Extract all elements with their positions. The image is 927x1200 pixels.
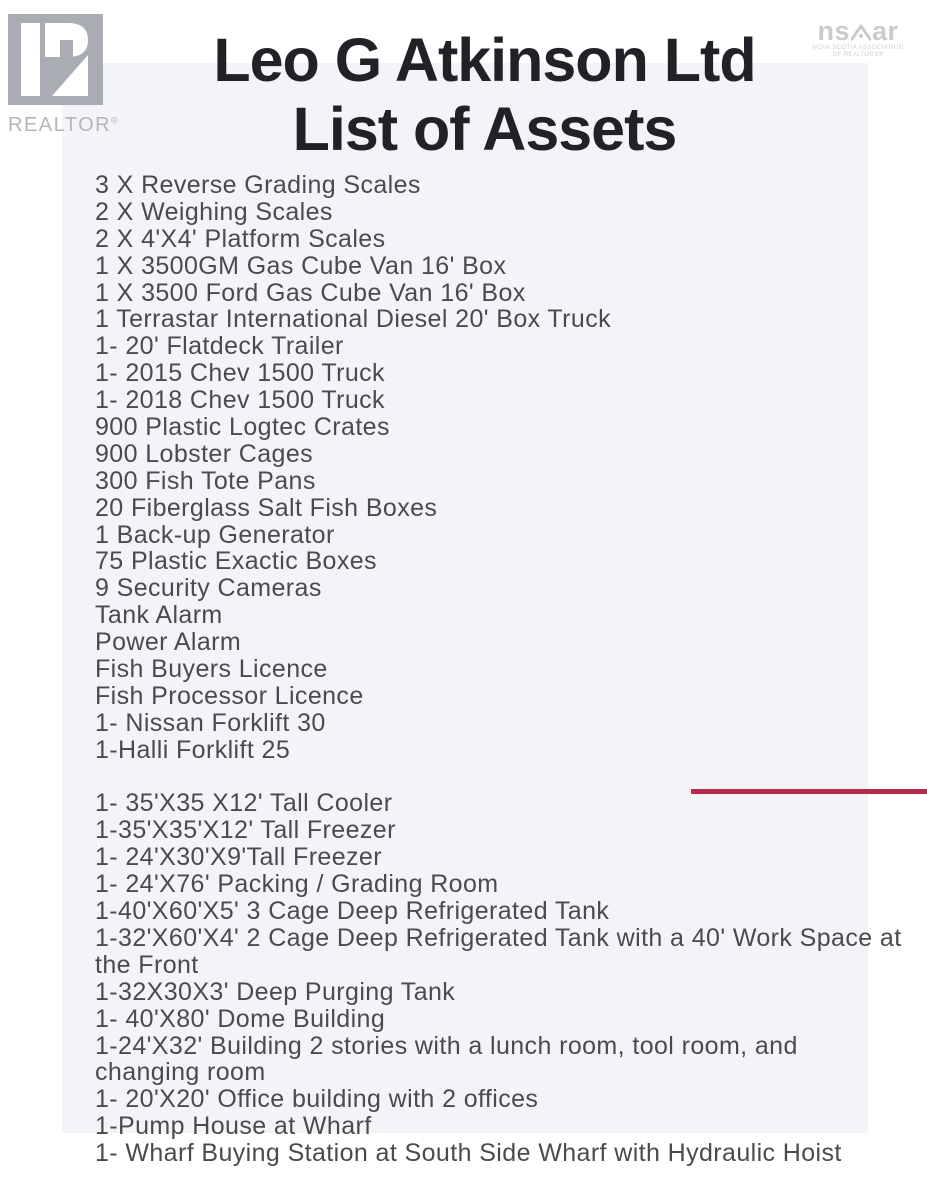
asset-line: 1- 24'X76' Packing / Grading Room xyxy=(95,870,499,899)
asset-line: 1 Terrastar International Diesel 20' Box Truck xyxy=(95,305,612,334)
asset-line: 1- 24'X30'X9'Tall Freezer xyxy=(95,843,382,872)
asset-line: 900 Plastic Logtec Crates xyxy=(95,413,390,442)
asset-line: 1-Pump House at Wharf xyxy=(95,1112,372,1141)
page-title-line1: Leo G Atkinson Ltd xyxy=(213,26,756,94)
asset-line: 1 Back-up Generator xyxy=(95,520,335,549)
page-title-line2: List of Assets xyxy=(292,95,677,163)
asset-line: 1-24'X32' Building 2 stories with a lunch room, tool room, and xyxy=(95,1031,798,1060)
house-icon xyxy=(851,22,871,42)
asset-line: 1- 2015 Chev 1500 Truck xyxy=(95,359,385,388)
asset-line: 1- 40'X80' Dome Building xyxy=(95,1004,386,1033)
asset-line: 1-32'X60'X4' 2 Cage Deep Refrigerated Tank with a 40' Work Space at xyxy=(95,923,902,952)
asset-line: changing room xyxy=(95,1058,266,1087)
nsar-logo xyxy=(803,18,913,59)
asset-line: 1- 35'X35 X12' Tall Cooler xyxy=(95,789,393,818)
asset-line: Fish Processor Licence xyxy=(95,681,364,710)
asset-line: 1 X 3500 Ford Gas Cube Van 16' Box xyxy=(95,278,526,307)
page-title xyxy=(42,26,927,164)
asset-line: 300 Fish Tote Pans xyxy=(95,466,316,495)
asset-line: 1-35'X35'X12' Tall Freezer xyxy=(95,816,396,845)
asset-line: 1-40'X60'X5' 3 Cage Deep Refrigerated Tank xyxy=(95,897,610,926)
asset-line: 20 Fiberglass Salt Fish Boxes xyxy=(95,493,438,522)
asset-line: 900 Lobster Cages xyxy=(95,439,314,468)
asset-line: 9 Security Cameras xyxy=(95,574,322,603)
asset-line: 1-32X30X3' Deep Purging Tank xyxy=(95,977,456,1006)
nsar-word-right: ar xyxy=(871,16,899,46)
nsar-word-left: ns xyxy=(817,16,850,46)
asset-line: 1- 20'X20' Office building with 2 offices xyxy=(95,1085,539,1114)
asset-list-spacer xyxy=(95,764,927,791)
asset-line: 2 X Weighing Scales xyxy=(95,197,333,226)
asset-line: 1 X 3500GM Gas Cube Van 16' Box xyxy=(95,251,507,280)
asset-line: 1- 20' Flatdeck Trailer xyxy=(95,332,344,361)
nsar-caption-line1: NOVA SCOTIA ASSOCIATION xyxy=(812,45,904,51)
asset-line: 2 X 4'X4' Platform Scales xyxy=(95,224,386,253)
asset-line: 1- Wharf Buying Station at South Side Wharf with Hydraulic Hoist xyxy=(95,1139,842,1168)
asset-line: 75 Plastic Exactic Boxes xyxy=(95,547,377,576)
realtor-wordmark: REALTOR® xyxy=(8,114,118,136)
asset-line: the Front xyxy=(95,950,199,979)
asset-list xyxy=(95,172,927,1167)
asset-line: 1- Nissan Forklift 30 xyxy=(95,708,326,737)
nsar-caption-line2: OF REALTORS® xyxy=(832,52,884,58)
asset-line: Fish Buyers Licence xyxy=(95,655,328,684)
registered-mark: ® xyxy=(111,115,118,126)
asset-line: Power Alarm xyxy=(95,628,242,657)
red-divider-line xyxy=(691,789,927,794)
nsar-wordmark xyxy=(803,18,913,44)
nsar-caption xyxy=(803,45,913,59)
asset-line: 3 X Reverse Grading Scales xyxy=(95,171,421,199)
asset-line: 1-Halli Forklift 25 xyxy=(95,735,291,764)
asset-line: Tank Alarm xyxy=(95,601,223,630)
asset-line: 1- 2018 Chev 1500 Truck xyxy=(95,386,385,415)
